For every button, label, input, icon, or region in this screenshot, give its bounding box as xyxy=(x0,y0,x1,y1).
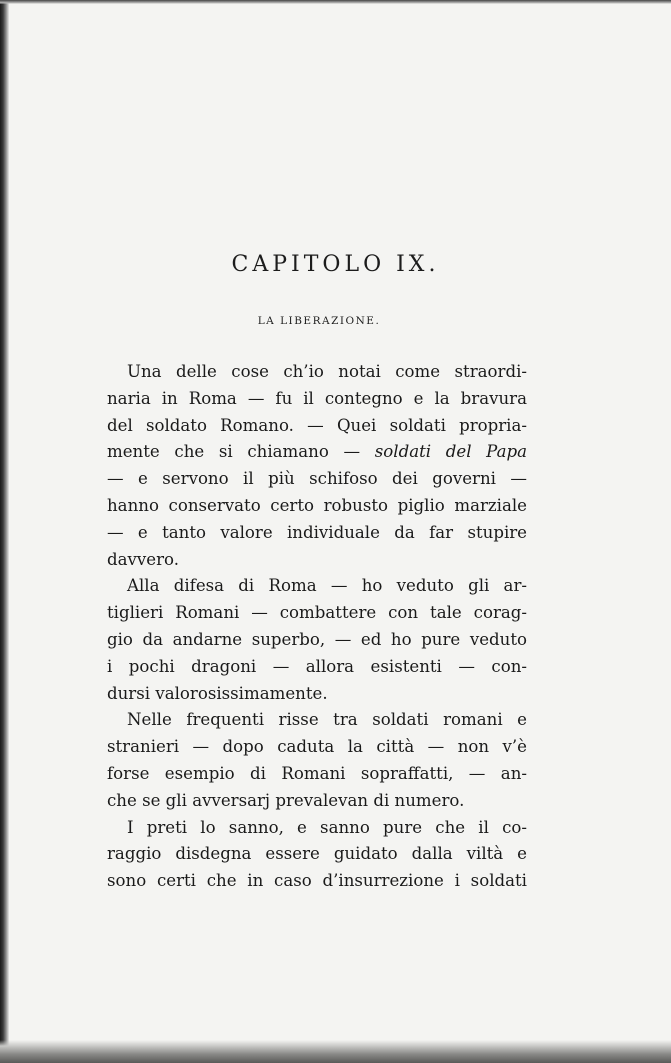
text-line-content: — e servono il più schifoso dei governi — xyxy=(107,469,527,489)
text-line xyxy=(107,788,527,815)
page-binding-edge xyxy=(0,0,9,1063)
text-line-content: stranieri — dopo caduta la città — non v’è xyxy=(107,737,527,757)
text-line xyxy=(107,359,527,386)
text-line xyxy=(107,520,527,547)
page-top-edge xyxy=(0,0,671,4)
text-line-content: naria in Roma — fu il contegno e la bravura xyxy=(107,388,527,408)
text-line xyxy=(107,547,527,574)
text-line-content: davvero. xyxy=(107,549,179,569)
text-line xyxy=(107,439,527,466)
chapter-subtitle: LA LIBERAZIONE. xyxy=(257,315,381,327)
text-line xyxy=(107,815,527,842)
italic-phrase: soldati del Papa xyxy=(374,442,527,462)
text-line xyxy=(107,627,527,654)
text-line xyxy=(107,466,527,493)
text-line xyxy=(107,841,527,868)
text-line-content: mente che si chiamano — xyxy=(107,442,361,462)
text-line xyxy=(107,600,527,627)
text-line xyxy=(107,493,527,520)
text-line-content: raggio disdegna essere guidato dalla viltà e xyxy=(107,844,527,864)
text-line-content: Alla difesa di Roma — ho veduto gli ar- xyxy=(127,576,527,596)
text-line xyxy=(107,413,527,440)
text-line-content: I preti lo sanno, e sanno pure che il co- xyxy=(127,817,527,837)
chapter-body-text xyxy=(107,359,527,895)
text-line xyxy=(107,654,527,681)
text-line xyxy=(107,573,527,600)
text-line xyxy=(107,734,527,761)
text-line-content: tiglieri Romani — combattere con tale corag- xyxy=(107,603,527,623)
text-line-content: forse esempio di Romani sopraffatti, — an- xyxy=(107,763,527,783)
text-line-content: del soldato Romano. — Quei soldati propria- xyxy=(107,415,527,435)
text-line xyxy=(107,868,527,895)
text-line xyxy=(107,707,527,734)
text-line-content: che se gli avversarj prevalevan di numero. xyxy=(107,790,465,810)
text-line xyxy=(107,386,527,413)
chapter-title: CAPITOLO IX. xyxy=(231,252,440,277)
text-line-content: hanno conservato certo robusto piglio marziale xyxy=(107,495,527,515)
page-bottom-edge xyxy=(0,1040,671,1063)
text-line-content: dursi valorosissimamente. xyxy=(107,683,328,703)
text-line-content: Nelle frequenti risse tra soldati romani e xyxy=(127,710,527,730)
text-line-content: — e tanto valore individuale da far stupire xyxy=(107,522,527,542)
text-line-content: gio da andarne superbo, — ed ho pure veduto xyxy=(107,629,527,649)
text-line-content: sono certi che in caso d’insurrezione i soldati xyxy=(107,871,527,891)
text-line-content: Una delle cose ch’io notai come straordi- xyxy=(127,362,527,381)
text-line xyxy=(107,681,527,708)
text-line xyxy=(107,761,527,788)
text-line-content: i pochi dragoni — allora esistenti — con- xyxy=(107,656,527,676)
